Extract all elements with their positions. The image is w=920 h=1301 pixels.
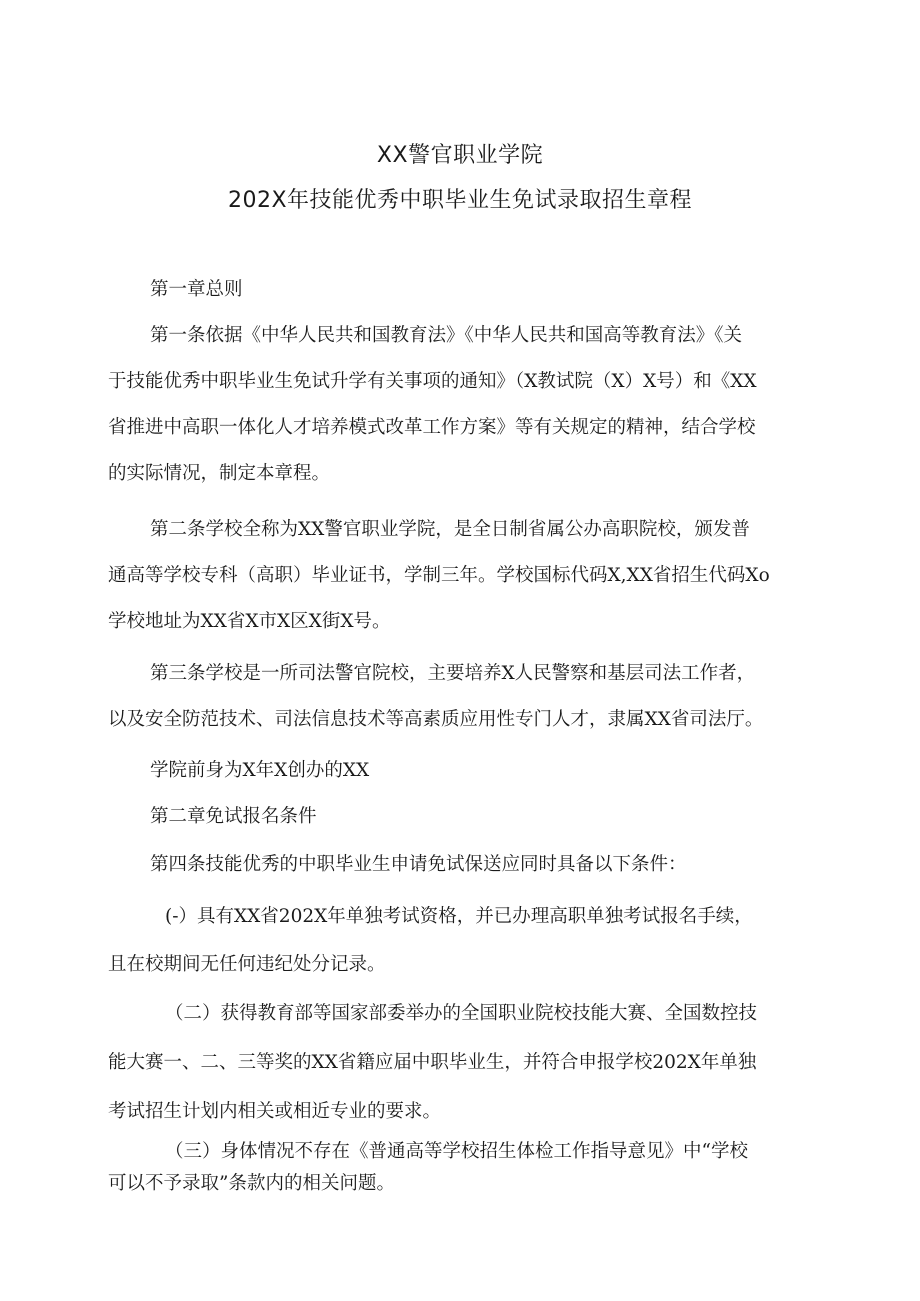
condition2-line2: 能大赛一、二、三等奖的XX省籍应届中职毕业生，并符合申报学校202X年单独 (108, 1052, 757, 1073)
condition2-line3: 考试招生计划内相关或相近专业的要求。 (108, 1101, 442, 1122)
article2-line1: 第二条学校全称为XX警官职业学院，是全日制省属公办高职院校，颁发普 (150, 519, 750, 540)
condition3-line1: （三）身体情况不存在《普通高等学校招生体检工作指导意见》中“学校 (165, 1141, 748, 1162)
article4-line: 第四条技能优秀的中职毕业生申请免试保送应同时具备以下条件： (150, 854, 687, 875)
condition1-line2: 且在校期间无任何违纪处分记录。 (108, 954, 386, 975)
chapter2-heading: 第二章免试报名条件 (150, 806, 317, 827)
article1-line3: 省推进中高职一体化人才培养模式改革工作方案》等有关规定的精神，结合学校 (108, 417, 756, 438)
article3-line1: 第三条学校是一所司法警官院校，主要培养X人民警察和基层司法工作者， (150, 663, 756, 684)
history-line: 学院前身为X年X创办的XX (150, 760, 370, 781)
document-title-line2: 202X年技能优秀中职毕业生免试录取招生章程 (227, 188, 693, 213)
article2-line2: 通高等学校专科（高职）毕业证书，学制三年。学校国标代码X,XX省招生代码Xo (108, 565, 770, 586)
article1-line1: 第一条依据《中华人民共和国教育法》《中华人民共和国高等教育法》《关 (150, 325, 743, 346)
condition3-line2: 可以不予录取”条款内的相关问题。 (108, 1173, 395, 1194)
article1-line4: 的实际情况，制定本章程。 (108, 463, 331, 484)
article2-line3: 学校地址为XX省X市X区X街X号。 (108, 611, 391, 632)
condition2-line1: （二）获得教育部等国家部委举办的全国职业院校技能大赛、全国数控技 (165, 1003, 758, 1024)
chapter1-heading: 第一章总则 (150, 279, 243, 300)
document-title-line1: XX警官职业学院 (376, 143, 544, 168)
article1-line2: 于技能优秀中职毕业生免试升学有关事项的通知》（X教试院（X）X号）和《XX (108, 371, 757, 392)
article3-line2: 以及安全防范技术、司法信息技术等高素质应用性专门人才，隶属XX省司法厅。 (108, 709, 764, 730)
condition1-line1: (-）具有XX省202X年单独考试资格，并已办理高职单独考试报名手续， (165, 906, 753, 927)
